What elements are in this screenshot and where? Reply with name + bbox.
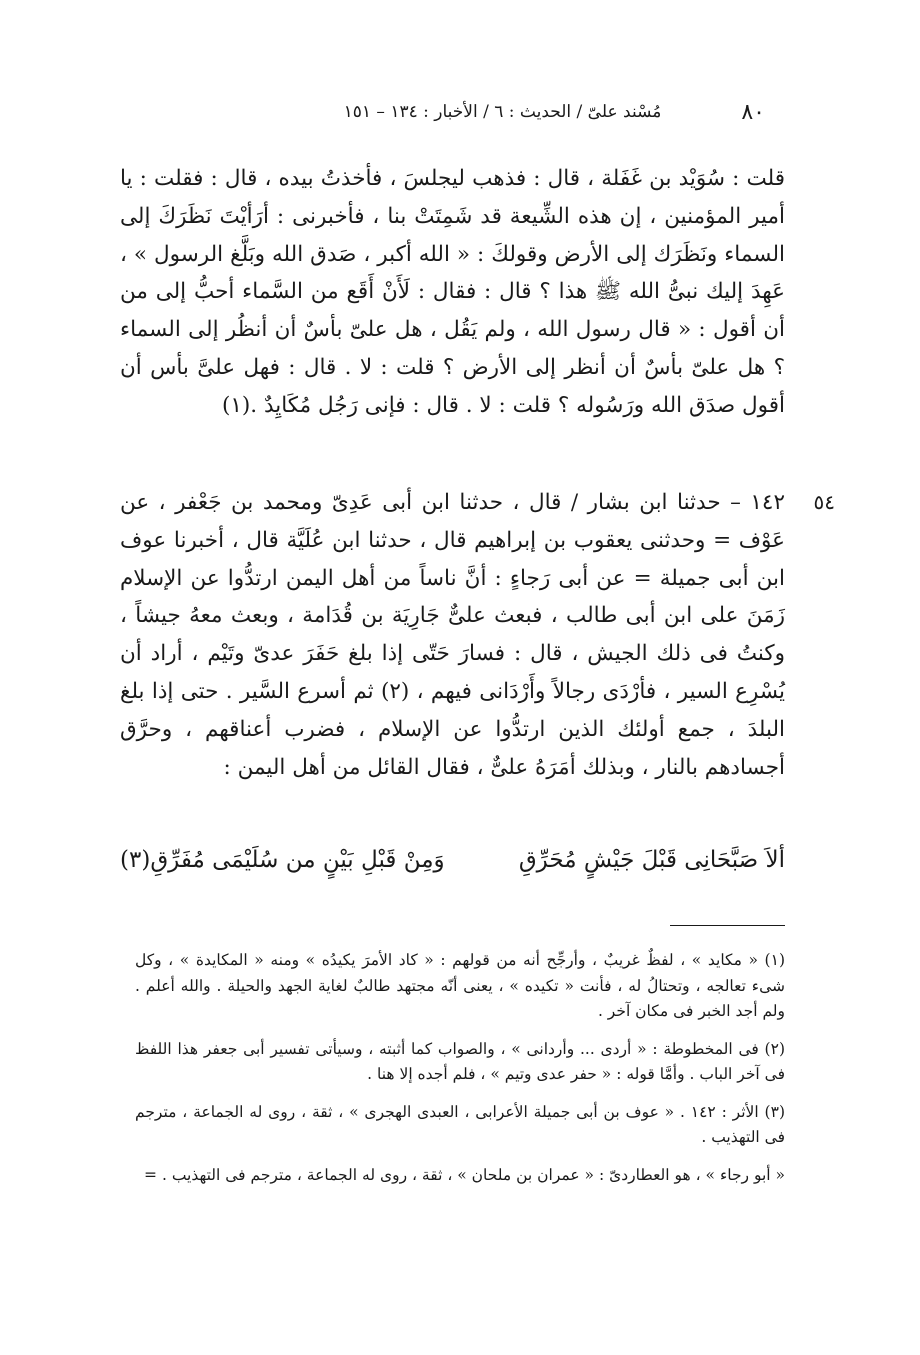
poetry-verse	[120, 840, 785, 880]
main-text	[120, 160, 785, 425]
footnote-3-continuation: « أبو رجاء » ، هو العطاردىّ : « عمران بن ملحان » ، ثقة ، روى له الجماعة ، مترجم فى التهذيب . =	[144, 1165, 785, 1184]
footnote-divider	[670, 925, 785, 926]
verse-first-hemistich: ألاَ صَبَّحَانِى قَبْلَ جَيْشٍ مُحَرِّقِ	[518, 847, 785, 873]
verse-second-hemistich: وَمِنْ قَبْلِ بَيْنٍ من سُلَيْمَى مُفَرِّقِ(٣)	[120, 847, 445, 873]
page-number: ٨٠	[741, 99, 765, 125]
running-header	[270, 96, 765, 128]
footnotes	[135, 948, 785, 1200]
footnote-3: (٣) الأثر : ١٤٢ . « عوف بن أبى جميلة الأعرابى ، العبدى الهجرى » ، ثقة ، روى له الجماعة ، مترجم فى التهذيب .	[135, 1102, 785, 1146]
running-title: مُسْند علىّ / الحديث : ٦ / الأخبار : ١٣٤ – ١٥١	[343, 102, 662, 122]
paragraph-continuation: قلت : سُوَيْد بن غَفَلة ، قال : فذهب ليجلسَ ، فأخذتُ بيده ، قال : فقلت : يا أمير المؤمنين ، إن هذه الشِّيعة قد شَمِتَتْ بنا ، فأخبرنى : أرَأيْتَ نَظَرَكَ إلى السماء ونَظَرَك إلى الأرض وقولكَ : « الله أكبر ، صَدق الله وبَلَّغ الرسول » ، عَهِدَ إليك نبىُّ الله ﷺ هذا ؟ قال : فقال : لَأَنْ أَقَع من السَّماء أحبُّ إلى من أن أقول : « قال رسول الله ، ولم يَقُل ، هل علىّ بأسٌ أن أنظُر إلى السماء ؟ هل علىّ بأسٌ أن أنظر إلى الأرض ؟ قلت : لا . قال : فهل علىَّ بأس أن أقول صدَق الله ورَسُوله ؟ قلت : لا . قال : فإنى رَجُل مُكَايِدٌ .(١)	[120, 166, 785, 418]
hadith-142-text: ١٤٢ – حدثنا ابن بشار / قال ، حدثنا ابن أبى عَدِىّ ومحمد بن جَعْفر ، عن عَوْف = وحدثنى يعقوب بن إبراهيم قال ، حدثنا ابن عُلَيَّة قال ، أخبرنا عوف ابن أبى جميلة = عن أبى رَجاءٍ : أنَّ ناساً من أهل اليمن ارتدُّوا عن الإسلام زَمَنَ على ابن أبى طالب ، فبعث علىٌّ جَارِيَة بن قُدَامة ، وبعث معهُ جيشاً ، وكنتُ فى ذلك الجيش ، قال : فسارَ حَتّى إذا بلغ حَفَرَ عدىّ وتَيْم ، أراد أن يُسْرِع السير ، فأرْدَى رجالاً وأَرْدَانى فيهم ، (٢) ثم أسرع السَّير . حتى إذا بلغ البلدَ ، جمع أولئك الذين ارتدُّوا عن الإسلام ، فضرب أعناقهم ، وحرَّق أجسادهم بالنار ، وبذلك أمَرَهُ علىٌّ ، فقال القائل من أهل اليمن :	[120, 490, 786, 780]
footnote-1: (١) « مكايد » ، لفظٌ غريبٌ ، وأرجِّح أنه من قولهم : « كاد الأمرَ يكيدُه » ومنه « المكايدة » ، وكل شىء تعالجه ، وتحتالُ له ، فأنت « تكيده » ، يعنى أنّه مجتهد طالبٌ لغاية الجهد والحيلة . والله أعلم . ولم أجد الخبر فى مكان آخر .	[135, 951, 785, 1020]
footnote-2: (٢) فى المخطوطة : « أردى ... وأردانى » ، والصواب كما أثبته ، وسيأتى تفسير أبى جعفر هذا اللفظ فى آخر الباب . وأمَّا قوله : « حفر عدى وتيم » ، فلم أجده إلا هنا .	[135, 1039, 785, 1083]
margin-reference-number: ٥٤	[813, 490, 835, 514]
hadith-142	[120, 484, 785, 786]
